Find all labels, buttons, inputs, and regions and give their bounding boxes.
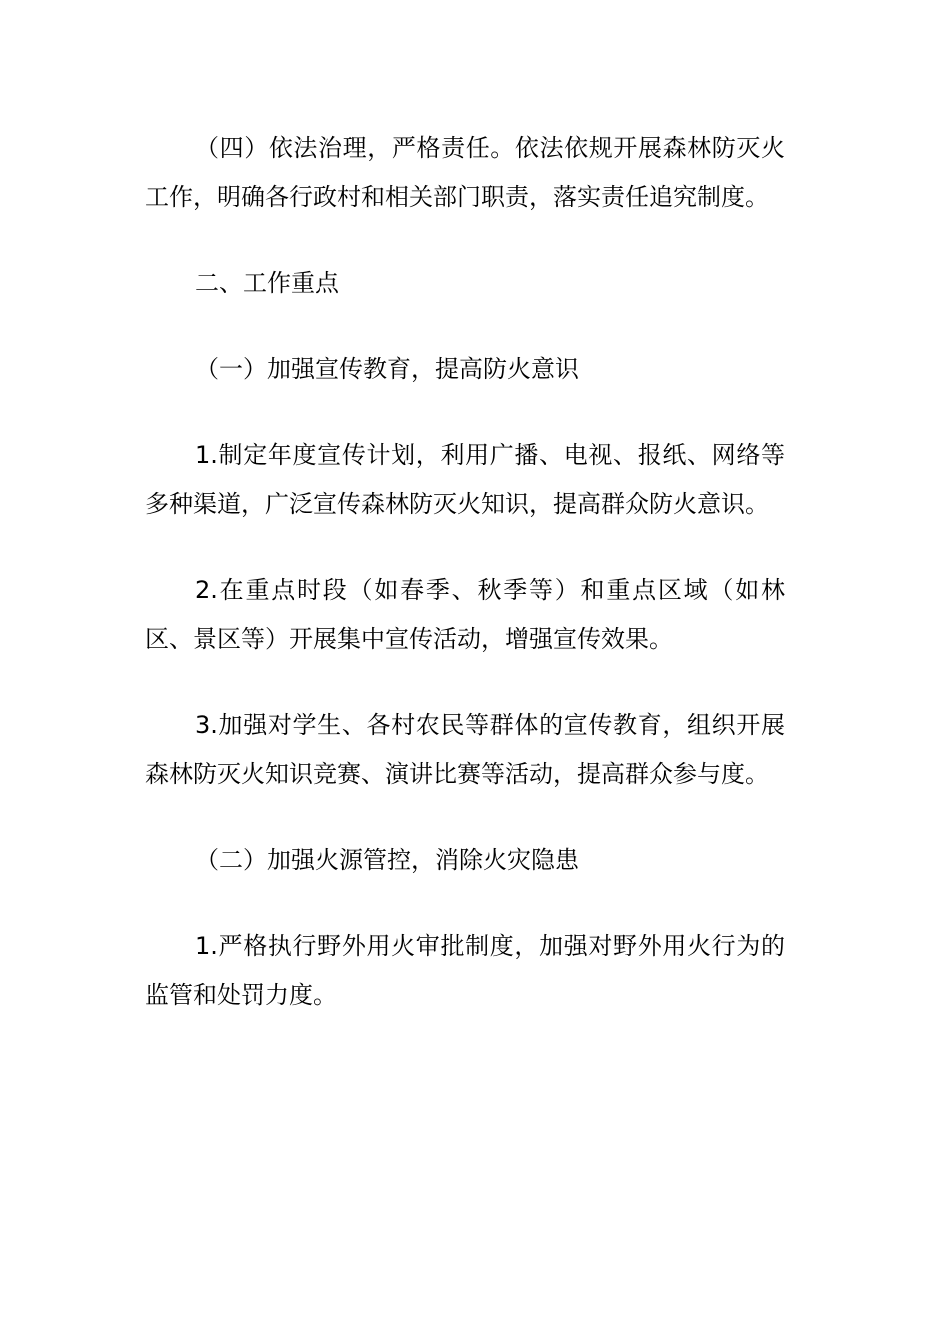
section-heading-work-focus: 二、工作重点 [195,269,339,297]
subsection-heading-fire-source: （二）加强火源管控，消除火灾隐患 [195,846,579,874]
paragraph-principle-4: （四）依法治理，严格责任。依法依规开展森林防灭火工作，明确各行政村和相关部门职责，落实责任追究制度。 [145,134,785,211]
list-item-publicity-3: 3.加强对学生、各村农民等群体的宣传教育，组织开展森林防灭火知识竞赛、演讲比赛等活动，提高群众参与度。 [145,711,785,788]
document-body [145,124,785,1057]
list-item-publicity-2: 2.在重点时段（如春季、秋季等）和重点区域（如林区、景区等）开展集中宣传活动，增强宣传效果。 [145,576,785,653]
subsection-heading-publicity: （一）加强宣传教育，提高防火意识 [195,355,579,383]
list-item-publicity-1: 1.制定年度宣传计划，利用广播、电视、报纸、网络等多种渠道，广泛宣传森林防灭火知识，提高群众防火意识。 [145,441,785,518]
list-item-fire-source-1: 1.严格执行野外用火审批制度，加强对野外用火行为的监管和处罚力度。 [145,932,785,1009]
